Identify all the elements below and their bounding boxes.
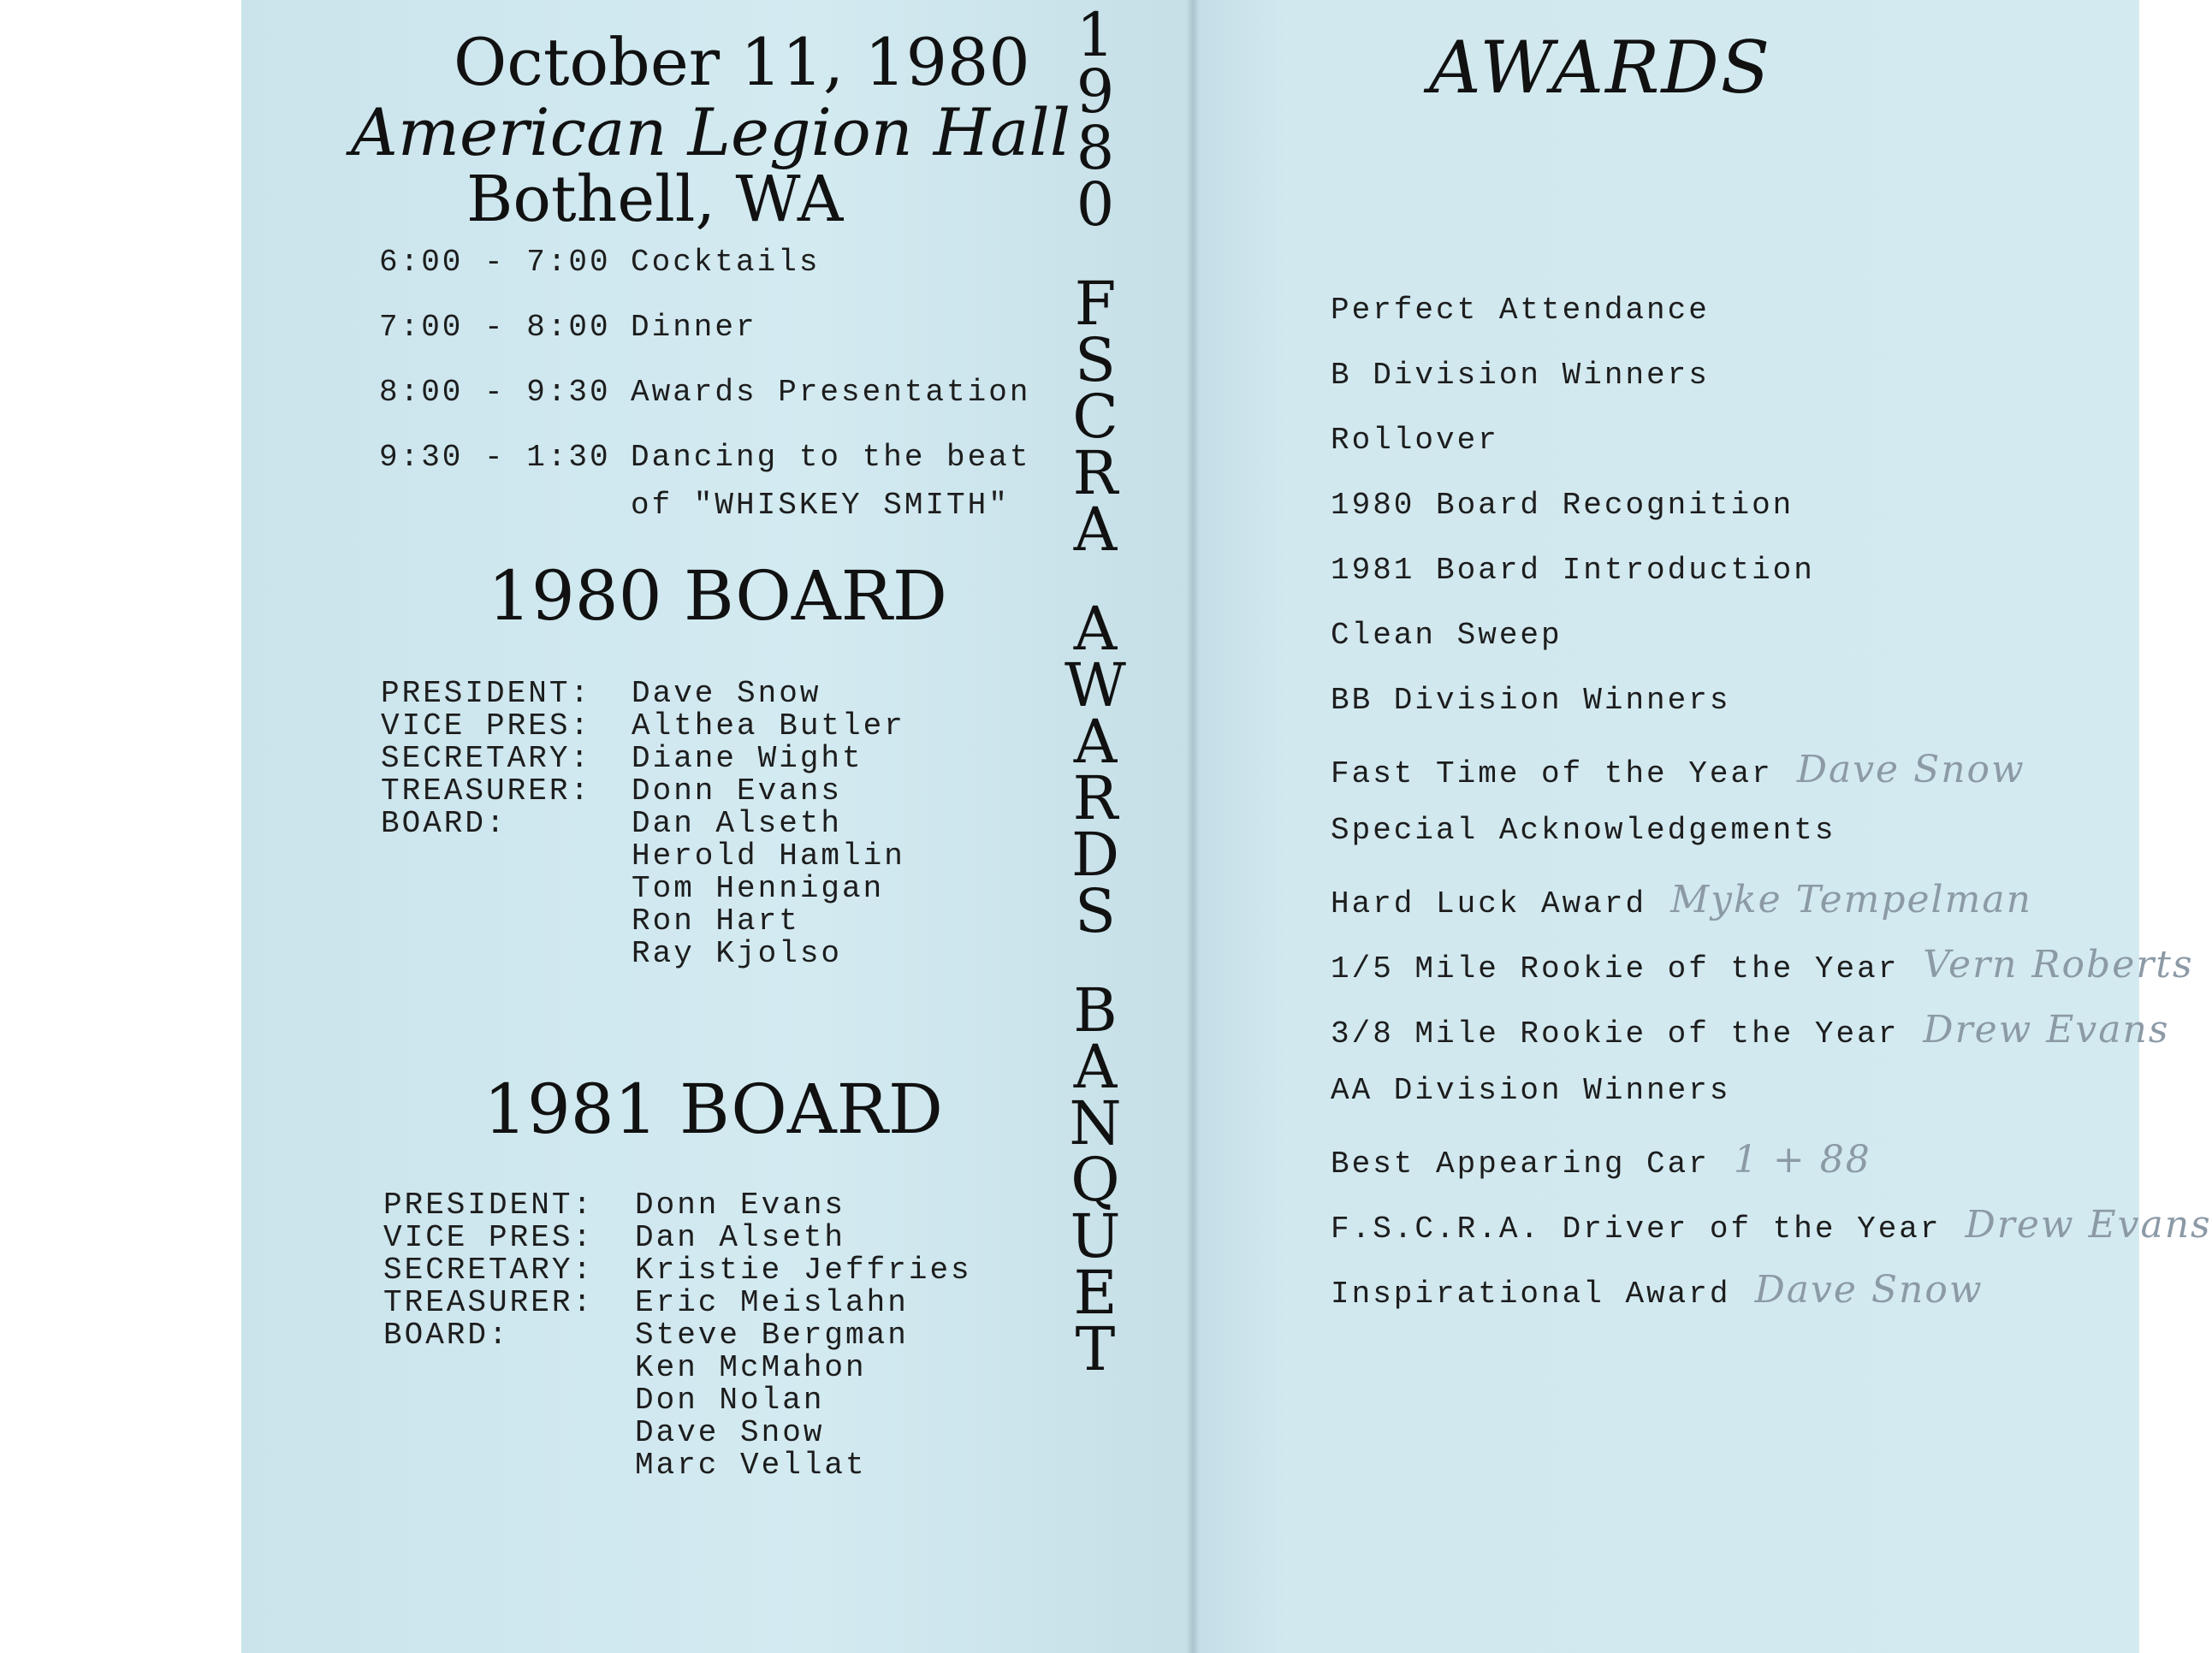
spine-letter: A [1073,1032,1118,1102]
board-role: TREASURER: [381,773,592,809]
award-label: Fast Time of the Year [1331,756,1773,791]
award-item [1331,683,1730,718]
board-role: BOARD: [383,1318,510,1353]
board-member: Tom Hennigan [632,871,885,906]
spine-letter: W [1064,650,1126,720]
board-role: BOARD: [381,806,507,841]
spine-letter: R [1072,763,1118,833]
award-item [1331,1138,1871,1182]
award-winner-note: 1 + 88 [1733,1138,1871,1182]
spine-letter: E [1073,1258,1118,1328]
board-member: Steve Bergman [635,1318,909,1353]
spine-letter: Q [1070,1145,1120,1215]
spine-letter: N [1069,1088,1122,1158]
award-label: Inspirational Award [1331,1277,1731,1312]
board-role: TREASURER: [383,1285,595,1320]
board-1981-title: 1981 BOARD [483,1069,944,1149]
schedule-event: Dancing to the beat [631,440,1031,475]
board-1980-names [632,678,905,970]
board-member: Dan Alseth [635,1220,846,1255]
board-member: Althea Butler [632,708,905,744]
award-winner-note: Dave Snow [1796,748,2025,791]
spine-letter: A [1073,495,1118,565]
award-label: Clean Sweep [1331,618,1563,653]
board-1980-roles [381,678,591,840]
award-item [1331,618,1563,653]
award-item [1331,1073,1730,1108]
event-venue: American Legion Hall [351,94,1071,170]
spine-letter: 0 [1076,169,1115,240]
board-member: Dave Snow [635,1415,825,1450]
award-label: F.S.C.R.A. Driver of the Year [1331,1212,1942,1247]
award-winner-note: Drew Evans [1923,1008,2170,1052]
award-item [1331,748,2025,791]
schedule-event: Awards Presentation [631,375,1031,410]
schedule-event: Dinner [631,310,757,345]
spine-letter: T [1075,1314,1116,1384]
award-label: Rollover [1331,423,1499,458]
award-label: Perfect Attendance [1331,293,1710,328]
board-member: Herold Hamlin [632,838,905,874]
award-item [1331,423,1499,458]
award-item [1331,553,1815,588]
board-role: VICE PRES: [383,1220,595,1255]
schedule-event: Cocktails [631,245,821,280]
board-member: Donn Evans [632,773,843,809]
award-winner-note: Dave Snow [1754,1268,1984,1312]
award-winner-note: Vern Roberts [1923,943,2194,986]
board-member: Dave Snow [632,676,821,711]
board-member: Ken McMahon [635,1350,867,1385]
schedule-event-cont: of "WHISKEY SMITH" [631,488,1010,523]
awards-title: AWARDS [1429,26,1772,110]
board-member: Eric Meislahn [635,1285,909,1320]
spine-letter: 1 [1076,0,1115,70]
board-member: Ray Kjolso [632,936,843,971]
award-label: 3/8 Mile Rookie of the Year [1331,1016,1900,1052]
award-winner-note: Drew Evans [1965,1203,2212,1247]
award-item [1331,1268,1984,1312]
board-role: VICE PRES: [381,708,592,744]
award-label: B Division Winners [1331,358,1710,393]
schedule-time: 8:00 - 9:30 [379,375,611,410]
award-label: 1981 Board Introduction [1331,553,1815,588]
award-label: Hard Luck Award [1331,886,1647,921]
board-role: PRESIDENT: [383,1188,595,1223]
spine-letter: 8 [1076,113,1115,183]
spine-letter: U [1070,1201,1121,1271]
board-1980-title: 1980 BOARD [488,556,948,636]
award-item [1331,1203,2212,1247]
board-member: Ron Hart [632,904,800,939]
board-member: Diane Wight [632,741,863,776]
spine-letter: S [1075,325,1116,395]
page-fold [1186,0,1200,1653]
board-1981-roles [383,1189,594,1352]
event-date: October 11, 1980 [454,24,1030,100]
award-item [1331,813,1835,848]
board-member: Kristie Jeffries [635,1253,972,1288]
spine-letter: A [1073,594,1118,664]
board-role: SECRETARY: [381,741,592,776]
board-member: Dan Alseth [632,806,843,841]
spine-letter: R [1072,438,1118,508]
award-item [1331,358,1710,393]
award-item [1331,293,1710,328]
schedule-time: 6:00 - 7:00 [379,245,611,280]
award-label: Best Appearing Car [1331,1146,1710,1182]
board-member: Donn Evans [635,1188,846,1223]
award-item [1331,943,2194,986]
spine-letter: C [1072,382,1118,452]
award-item [1331,488,1794,523]
award-label: Special Acknowledgements [1331,813,1836,848]
spine-letter: 9 [1076,56,1115,127]
spine-letter: S [1075,876,1116,946]
board-role: SECRETARY: [383,1253,595,1288]
spine-letter: A [1073,707,1118,777]
schedule-time: 7:00 - 8:00 [379,310,611,345]
event-location: Bothell, WA [466,163,844,236]
spine-letter: B [1073,975,1118,1046]
board-member: Marc Vellat [635,1448,867,1483]
award-label: AA Division Winners [1331,1073,1731,1108]
spine-letter: F [1074,269,1117,339]
award-label: BB Division Winners [1331,683,1731,718]
award-item [1331,878,2032,921]
award-label: 1980 Board Recognition [1331,488,1794,523]
award-label: 1/5 Mile Rookie of the Year [1331,951,1900,986]
schedule-time: 9:30 - 1:30 [379,440,611,475]
board-role: PRESIDENT: [381,676,592,711]
board-1981-names [635,1189,972,1482]
spine-letter: D [1070,820,1120,890]
award-item [1331,1008,2169,1052]
award-winner-note: Myke Tempelman [1670,878,2032,921]
board-member: Don Nolan [635,1383,825,1418]
